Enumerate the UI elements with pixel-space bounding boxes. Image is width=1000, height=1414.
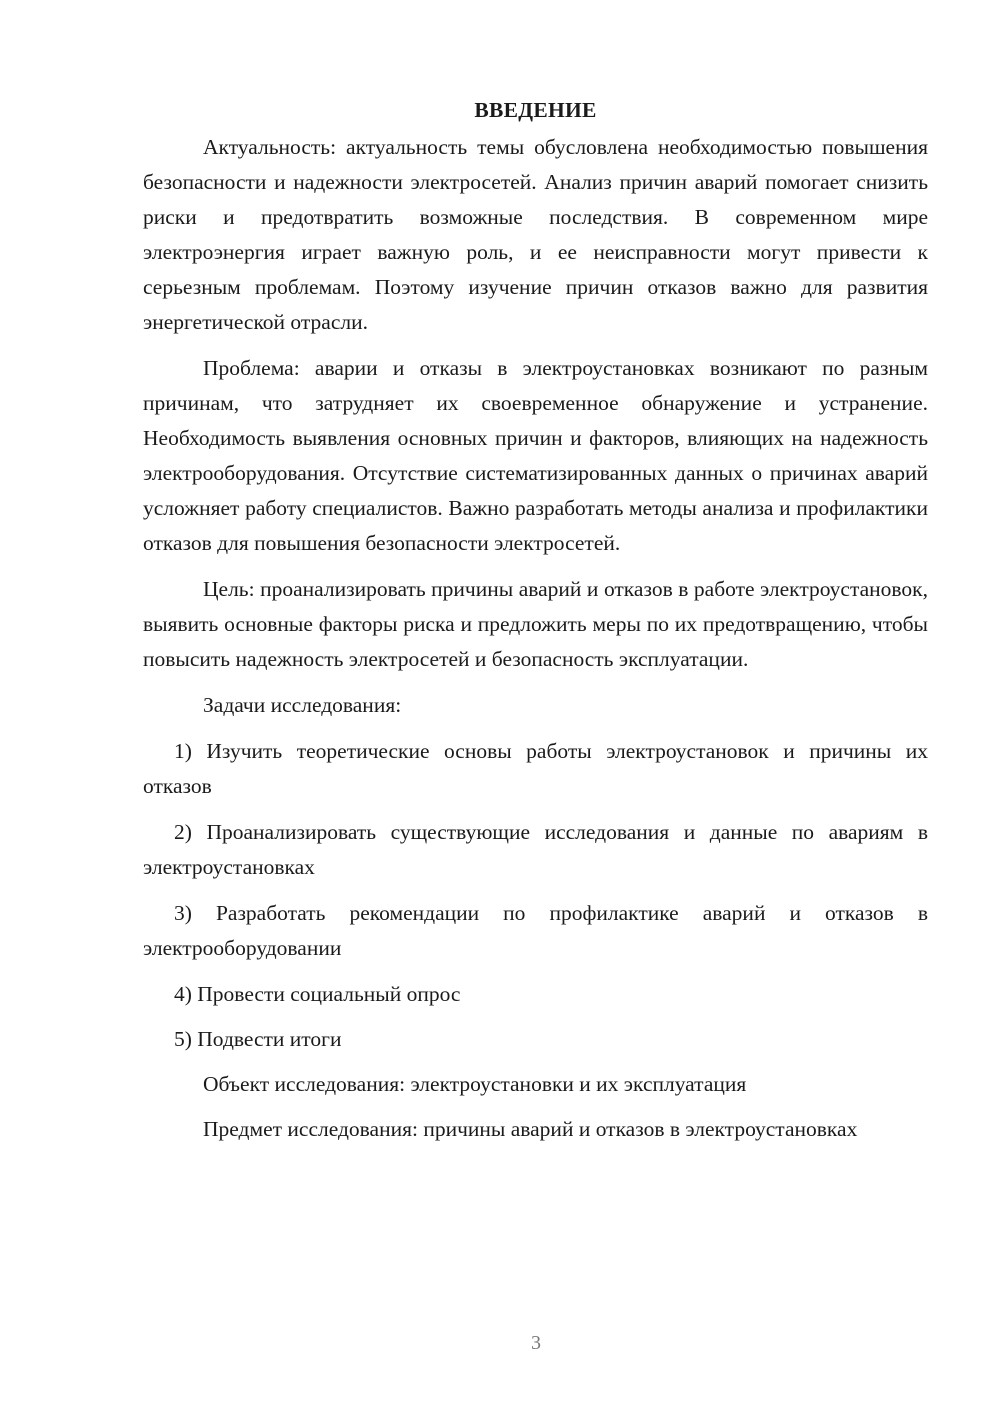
document-page xyxy=(143,92,928,1158)
page-number: 3 xyxy=(531,1332,541,1354)
relevance-paragraph: Актуальность: актуальность темы обусловлена необходимостью повышения безопасности и надежности электросетей. Анализ причин аварий помогает снизить риски и предотвратить возможные последствия. В современном мире электроэнергия играет важную роль, и ее неисправности могут привести к серьезным проблемам. Поэтому изучение причин отказов важно для развития энергетической отрасли. xyxy=(143,135,928,334)
section-title: ВВЕДЕНИЕ xyxy=(474,98,597,122)
task-item-5: 5) Подвести итоги xyxy=(174,1027,342,1051)
research-subject: Предмет исследования: причины аварий и отказов в электроустановках xyxy=(203,1117,858,1141)
task-item-2: 2) Проанализировать существующие исследования и данные по авариям в электроустановках xyxy=(143,820,928,879)
task-item-1: 1) Изучить теоретические основы работы электроустановок и причины их отказов xyxy=(143,739,928,798)
task-item-3: 3) Разработать рекомендации по профилактике аварий и отказов в электрооборудовании xyxy=(143,901,928,960)
tasks-heading: Задачи исследования: xyxy=(203,693,402,717)
goal-paragraph: Цель: проанализировать причины аварий и отказов в работе электроустановок, выявить основные факторы риска и предложить меры по их предотвращению, чтобы повысить надежность электросетей и безопасность эксплуатации. xyxy=(143,577,928,671)
problem-paragraph: Проблема: аварии и отказы в электроустановках возникают по разным причинам, что затрудняет их своевременное обнаружение и устранение. Необходимость выявления основных причин и факторов, влияющих на надежность электрооборудования. Отсутствие систематизированных данных о причинах аварий усложняет работу специалистов. Важно разработать методы анализа и профилактики отказов для повышения безопасности электросетей. xyxy=(143,356,928,555)
task-item-4: 4) Провести социальный опрос xyxy=(174,982,461,1006)
research-object: Объект исследования: электроустановки и их эксплуатация xyxy=(203,1072,747,1096)
